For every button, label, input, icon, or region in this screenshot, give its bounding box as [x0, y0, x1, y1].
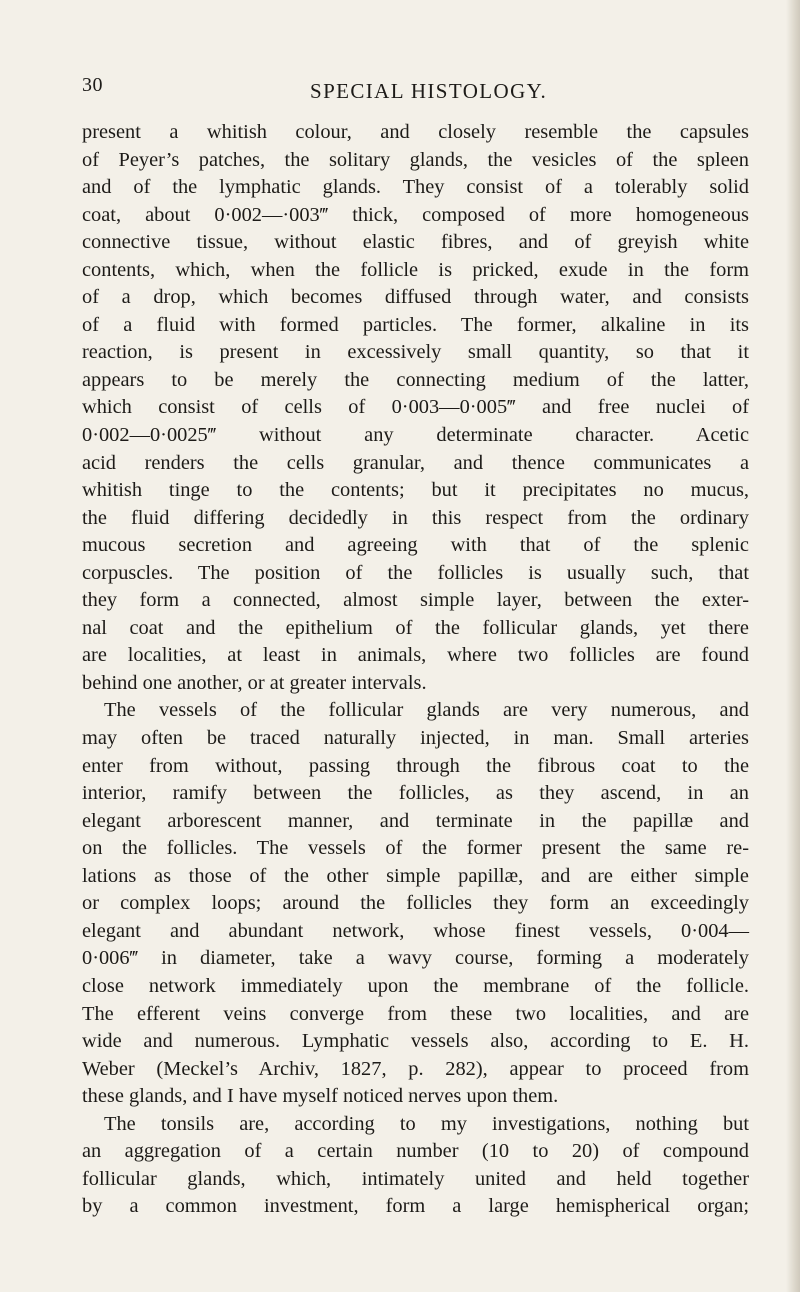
running-head: SPECIAL HISTOLOGY. [310, 79, 548, 103]
text-line: coat, about 0·002—·003‴ thick, composed of more homogeneous [82, 203, 749, 226]
text-line: Weber (Meckel’s Archiv, 1827, p. 282), appear to proceed from [82, 1057, 749, 1080]
text-line: elegant arborescent manner, and terminate in the papillæ and [82, 809, 749, 832]
text-line: The tonsils are, according to my investigations, nothing but [104, 1112, 749, 1135]
text-line: elegant and abundant network, whose finest vessels, 0·004— [82, 919, 749, 942]
text-line: the fluid differing decidedly in this respect from the ordinary [82, 506, 749, 529]
text-line: an aggregation of a certain number (10 to 20) of compound [82, 1140, 749, 1163]
text-line: by a common investment, form a large hemispherical organ; [82, 1195, 749, 1218]
text-line: nal coat and the epithelium of the follicular glands, yet there [82, 616, 749, 639]
text-line: wide and numerous. Lymphatic vessels also, according to E. H. [82, 1030, 749, 1053]
page-number: 30 [82, 74, 103, 96]
text-line: are localities, at least in animals, where two follicles are found [82, 644, 749, 667]
text-line: The vessels of the follicular glands are very numerous, and [104, 699, 749, 722]
text-line: they form a connected, almost simple layer, between the exter- [82, 589, 749, 612]
text-line: contents, which, when the follicle is pricked, exude in the form [82, 258, 749, 281]
text-line: whitish tinge to the contents; but it precipitates no mucus, [82, 479, 749, 502]
text-line: connective tissue, without elastic fibres, and of greyish white [82, 231, 749, 254]
text-line: The efferent veins converge from these two localities, and are [82, 1002, 749, 1025]
text-line: acid renders the cells granular, and thence communicates a [82, 451, 749, 474]
text-line: mucous secretion and agreeing with that of the splenic [82, 534, 749, 557]
text-line: behind one another, or at greater intervals. [82, 671, 427, 694]
text-line: on the follicles. The vessels of the former present the same re- [82, 837, 749, 860]
text-line: which consist of cells of 0·003—0·005‴ and free nuclei of [82, 396, 749, 419]
text-line: and of the lymphatic glands. They consist of a tolerably solid [82, 176, 749, 199]
page-edge-shadow [786, 0, 800, 1292]
text-line: these glands, and I have myself noticed nerves upon them. [82, 1085, 559, 1108]
body-text [82, 119, 749, 1221]
text-line: present a whitish colour, and closely resemble the capsules [82, 121, 749, 143]
text-line: lations as those of the other simple papillæ, and are either simple [82, 864, 749, 887]
text-line: 0·002—0·0025‴ without any determinate character. Acetic [82, 424, 749, 447]
text-line: of Peyer’s patches, the solitary glands, the vesicles of the spleen [82, 148, 749, 171]
text-line: may often be traced naturally injected, in man. Small arteries [82, 727, 749, 750]
text-line: corpuscles. The position of the follicles is usually such, that [82, 561, 749, 584]
text-line: 0·006‴ in diameter, take a wavy course, forming a moderately [82, 947, 749, 970]
text-line: interior, ramify between the follicles, as they ascend, in an [82, 782, 749, 805]
text-line: close network immediately upon the membrane of the follicle. [82, 974, 749, 997]
text-line: of a fluid with formed particles. The former, alkaline in its [82, 313, 749, 336]
text-line: follicular glands, which, intimately united and held together [82, 1167, 749, 1190]
text-line: or complex loops; around the follicles they form an exceedingly [82, 892, 749, 915]
text-line: appears to be merely the connecting medium of the latter, [82, 368, 749, 391]
text-line: of a drop, which becomes diffused through water, and consists [82, 286, 749, 309]
text-line: enter from without, passing through the fibrous coat to the [82, 754, 749, 777]
text-line: reaction, is present in excessively small quantity, so that it [82, 341, 749, 364]
